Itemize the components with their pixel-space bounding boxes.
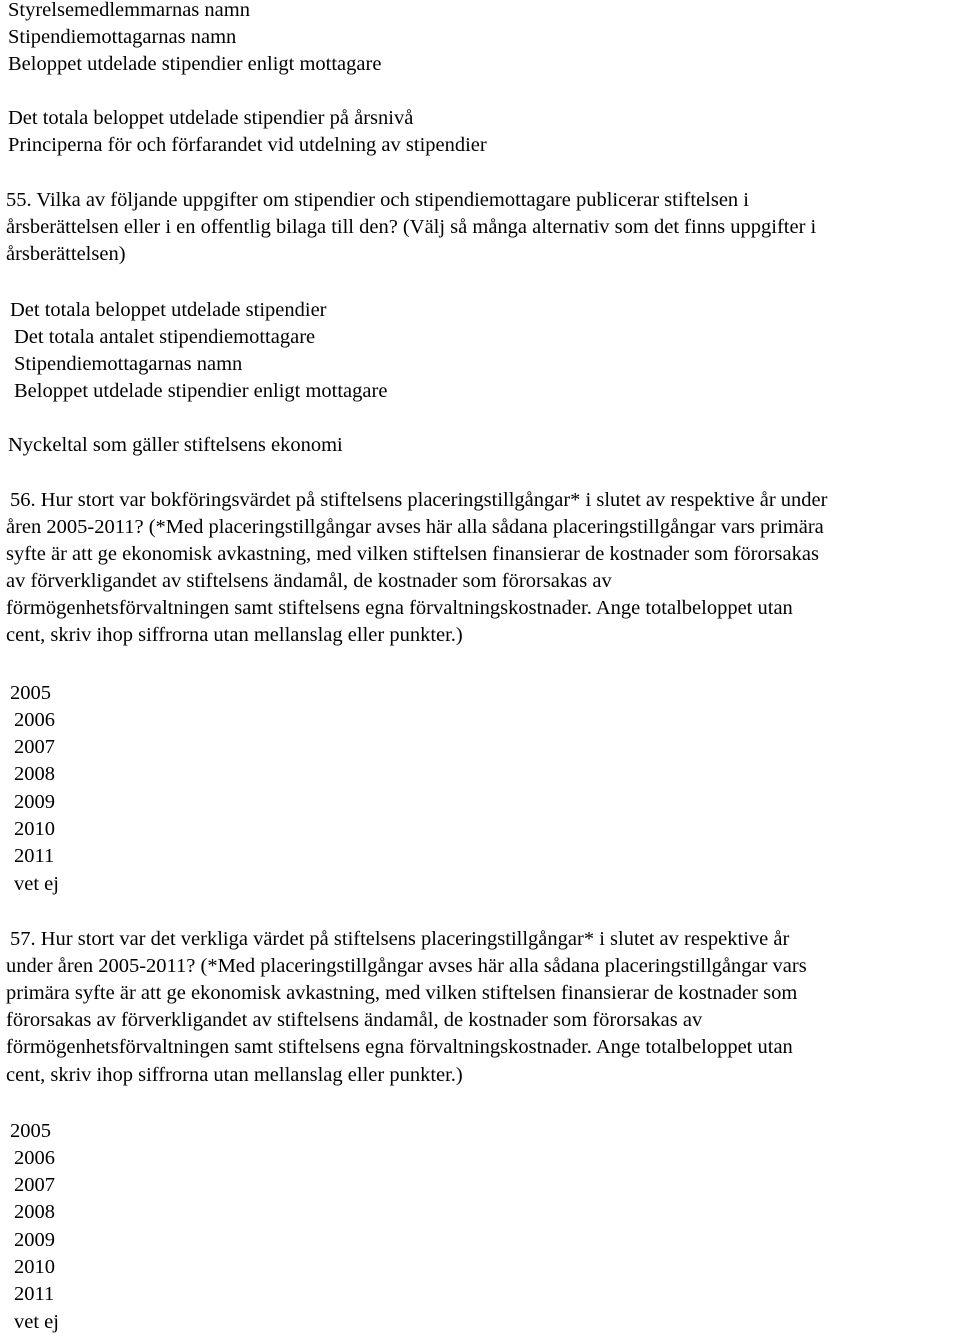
option-totala-beloppet[interactable]: Det totala beloppet utdelade stipendier (10, 299, 327, 321)
year-field-2008[interactable]: 2008 (14, 1201, 55, 1223)
year-field-vet-ej[interactable]: vet ej (14, 1311, 59, 1333)
question-text-line: syfte är att ge ekonomisk avkastning, med vilken stiftelsen finansierar de kostnader som förorsakas (6, 543, 819, 565)
question-text-line: förmögenhetsförvaltningen samt stiftelsens egna förvaltningskostnader. Ange totalbeloppet utan (6, 1036, 793, 1058)
question-text-line: primära syfte är att ge ekonomisk avkastning, med vilken stiftelsen finansierar de kostnader som (6, 982, 798, 1004)
year-field-2010[interactable]: 2010 (14, 818, 55, 840)
year-field-2007[interactable]: 2007 (14, 736, 55, 758)
year-field-2009[interactable]: 2009 (14, 1229, 55, 1251)
question-text-line: årsberättelsen) (6, 243, 126, 265)
year-field-2007[interactable]: 2007 (14, 1174, 55, 1196)
option-principerna[interactable]: Principerna för och förfarandet vid utdelning av stipendier (8, 134, 487, 156)
question-text-line: cent, skriv ihop siffrorna utan mellanslag eller punkter.) (6, 1064, 463, 1086)
year-field-2010[interactable]: 2010 (14, 1256, 55, 1278)
option-stipendiemottagarnas-namn[interactable]: Stipendiemottagarnas namn (8, 26, 237, 48)
option-belopp-enligt-mottagare[interactable]: Beloppet utdelade stipendier enligt mottagare (14, 380, 388, 402)
year-field-2005[interactable]: 2005 (10, 1120, 51, 1142)
question-text-line: årsberättelsen eller i en offentlig bilaga till den? (Välj så många alternativ som det finns uppgifter i (6, 216, 817, 238)
year-field-2009[interactable]: 2009 (14, 791, 55, 813)
year-field-2006[interactable]: 2006 (14, 709, 55, 731)
year-field-2011[interactable]: 2011 (14, 1283, 55, 1305)
year-field-2006[interactable]: 2006 (14, 1147, 55, 1169)
section-heading: Nyckeltal som gäller stiftelsens ekonomi (8, 434, 343, 456)
question-text-line: åren 2005-2011? (*Med placeringstillgångar avses här alla sådana placeringstillgångar vars primära (6, 516, 824, 538)
question-text-line: 55. Vilka av följande uppgifter om stipendier och stipendiemottagare publicerar stiftelsen i (6, 189, 750, 211)
question-text-line: 56. Hur stort var bokföringsvärdet på stiftelsens placeringstillgångar* i slutet av respektive år under (10, 489, 828, 511)
year-field-vet-ej[interactable]: vet ej (14, 873, 59, 895)
option-styrelsemedlemmarnas-namn[interactable]: Styrelsemedlemmarnas namn (8, 0, 250, 21)
option-totala-antalet[interactable]: Det totala antalet stipendiemottagare (14, 326, 316, 348)
year-field-2011[interactable]: 2011 (14, 845, 55, 867)
question-text-line: förmögenhetsförvaltningen samt stiftelsens egna förvaltningskostnader. Ange totalbeloppet utan (6, 597, 793, 619)
question-text-line: förorsakas av förverkligandet av stiftelsens ändamål, de kostnader som förorsakas av (6, 1009, 703, 1031)
question-text-line: cent, skriv ihop siffrorna utan mellanslag eller punkter.) (6, 624, 463, 646)
option-belopp-enligt-mottagare[interactable]: Beloppet utdelade stipendier enligt mottagare (8, 53, 382, 75)
option-totala-beloppet-arsniva[interactable]: Det totala beloppet utdelade stipendier på årsnivå (8, 107, 414, 129)
question-text-line: under åren 2005-2011? (*Med placeringstillgångar avses här alla sådana placeringstillgångar vars (6, 955, 807, 977)
year-field-2008[interactable]: 2008 (14, 763, 55, 785)
option-stipendiemottagarnas-namn[interactable]: Stipendiemottagarnas namn (14, 353, 243, 375)
year-field-2005[interactable]: 2005 (10, 682, 51, 704)
question-text-line: 57. Hur stort var det verkliga värdet på stiftelsens placeringstillgångar* i slutet av respektive år (10, 928, 790, 950)
question-text-line: av förverkligandet av stiftelsens ändamål, de kostnader som förorsakas av (6, 570, 612, 592)
